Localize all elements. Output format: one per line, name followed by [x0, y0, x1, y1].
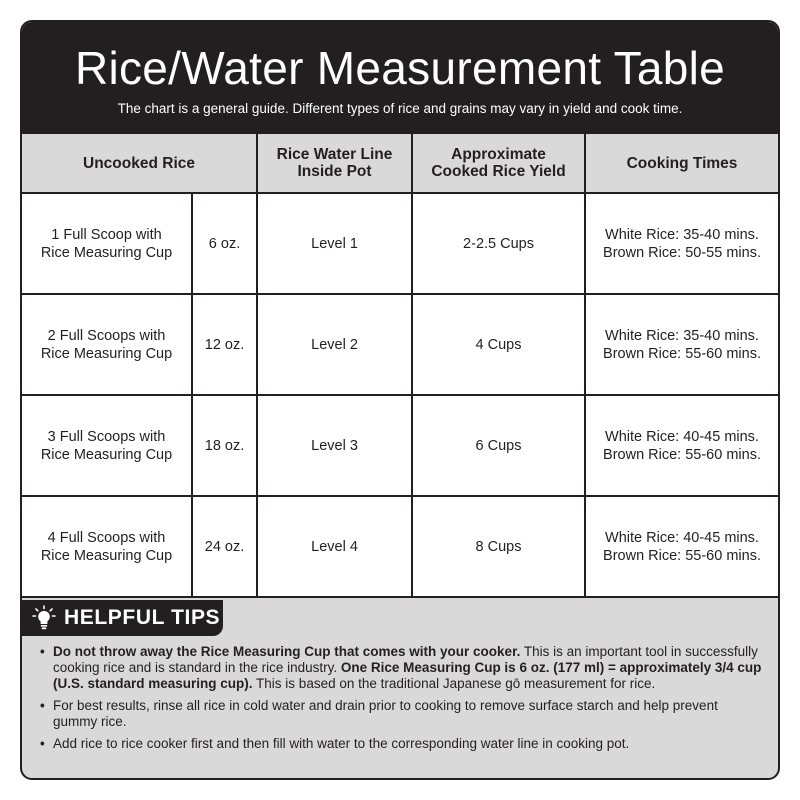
white-rice-time: White Rice: 35-40 mins. [605, 226, 759, 243]
water-level-cell: Level 3 [257, 395, 412, 496]
table-header-row [22, 134, 778, 193]
header-water-line-2: Inside Pot [297, 163, 372, 180]
header-water-line [257, 134, 412, 193]
scoop-line-1: 1 Full Scoop with [51, 226, 162, 243]
header-uncooked-rice: Uncooked Rice [22, 134, 257, 193]
scoop-cell [22, 496, 192, 597]
header-cooking-times: Cooking Times [585, 134, 778, 193]
brown-rice-time: Brown Rice: 55-60 mins. [603, 345, 761, 362]
yield-cell: 6 Cups [412, 395, 585, 496]
water-level-cell: Level 4 [257, 496, 412, 597]
header-yield-2: Cooked Rice Yield [431, 163, 566, 180]
tip-text: This is based on the traditional Japanese gō measurement for rice. [252, 676, 656, 691]
list-item: • For best results, rinse all rice in cold water and drain prior to cooking to remove surface starch and help prevent gummy rice. [38, 698, 764, 730]
water-level-cell: Level 2 [257, 294, 412, 395]
tip-bold-text: Do not throw away the Rice Measuring Cup that comes with your cooker. [53, 644, 521, 659]
tip-text: This is an important tool in successfully cooking rice and is standard in the rice industry. [53, 644, 758, 675]
scoop-cell [22, 395, 192, 496]
table-row [22, 294, 778, 395]
header-yield-1: Approximate [451, 146, 546, 163]
scoop-line-1: 2 Full Scoops with [47, 327, 166, 344]
page-title: Rice/Water Measurement Table [74, 42, 726, 94]
cooking-time-cell [585, 193, 778, 294]
table-row [22, 193, 778, 294]
helpful-tips-label [22, 600, 223, 636]
white-rice-time: White Rice: 40-45 mins. [605, 428, 759, 445]
list-item [38, 644, 764, 692]
tip-bold-text: One Rice Measuring Cup is 6 oz. (177 ml) = approximately 3/4 cup (U.S. standard measuring cup). [53, 660, 762, 691]
scoop-line-2: Rice Measuring Cup [40, 244, 173, 261]
table-row [22, 395, 778, 496]
page-subtitle: The chart is a general guide. Different types of rice and grains may vary in yield and cook time. [117, 101, 683, 116]
cooking-time-cell [585, 496, 778, 597]
list-item: • Add rice to rice cooker first and then fill with water to the corresponding water line in cooking pot. [38, 736, 764, 752]
scoop-cell [22, 193, 192, 294]
helpful-tips-heading: HELPFUL TIPS [64, 606, 221, 629]
scoop-cell [22, 294, 192, 395]
scoop-line-2: Rice Measuring Cup [40, 446, 173, 463]
ounces-cell: 6 oz. [192, 193, 257, 294]
scoop-line-2: Rice Measuring Cup [40, 547, 173, 564]
measurement-card [20, 20, 780, 780]
table-row [22, 496, 778, 597]
yield-cell: 2-2.5 Cups [412, 193, 585, 294]
measurement-table [22, 134, 778, 598]
scoop-line-1: 3 Full Scoops with [47, 428, 166, 445]
header-yield [412, 134, 585, 193]
brown-rice-time: Brown Rice: 50-55 mins. [603, 244, 761, 261]
lightbulb-icon [32, 605, 56, 631]
yield-cell: 4 Cups [412, 294, 585, 395]
ounces-cell: 24 oz. [192, 496, 257, 597]
white-rice-time: White Rice: 40-45 mins. [605, 529, 759, 546]
ounces-cell: 18 oz. [192, 395, 257, 496]
tips-list [38, 644, 764, 758]
header [22, 22, 778, 134]
cooking-time-cell [585, 395, 778, 496]
brown-rice-time: Brown Rice: 55-60 mins. [603, 547, 761, 564]
scoop-line-1: 4 Full Scoops with [47, 529, 166, 546]
scoop-line-2: Rice Measuring Cup [40, 345, 173, 362]
water-level-cell: Level 1 [257, 193, 412, 294]
header-water-line-1: Rice Water Line [276, 146, 393, 163]
ounces-cell: 12 oz. [192, 294, 257, 395]
white-rice-time: White Rice: 35-40 mins. [605, 327, 759, 344]
brown-rice-time: Brown Rice: 55-60 mins. [603, 446, 761, 463]
cooking-time-cell [585, 294, 778, 395]
yield-cell: 8 Cups [412, 496, 585, 597]
